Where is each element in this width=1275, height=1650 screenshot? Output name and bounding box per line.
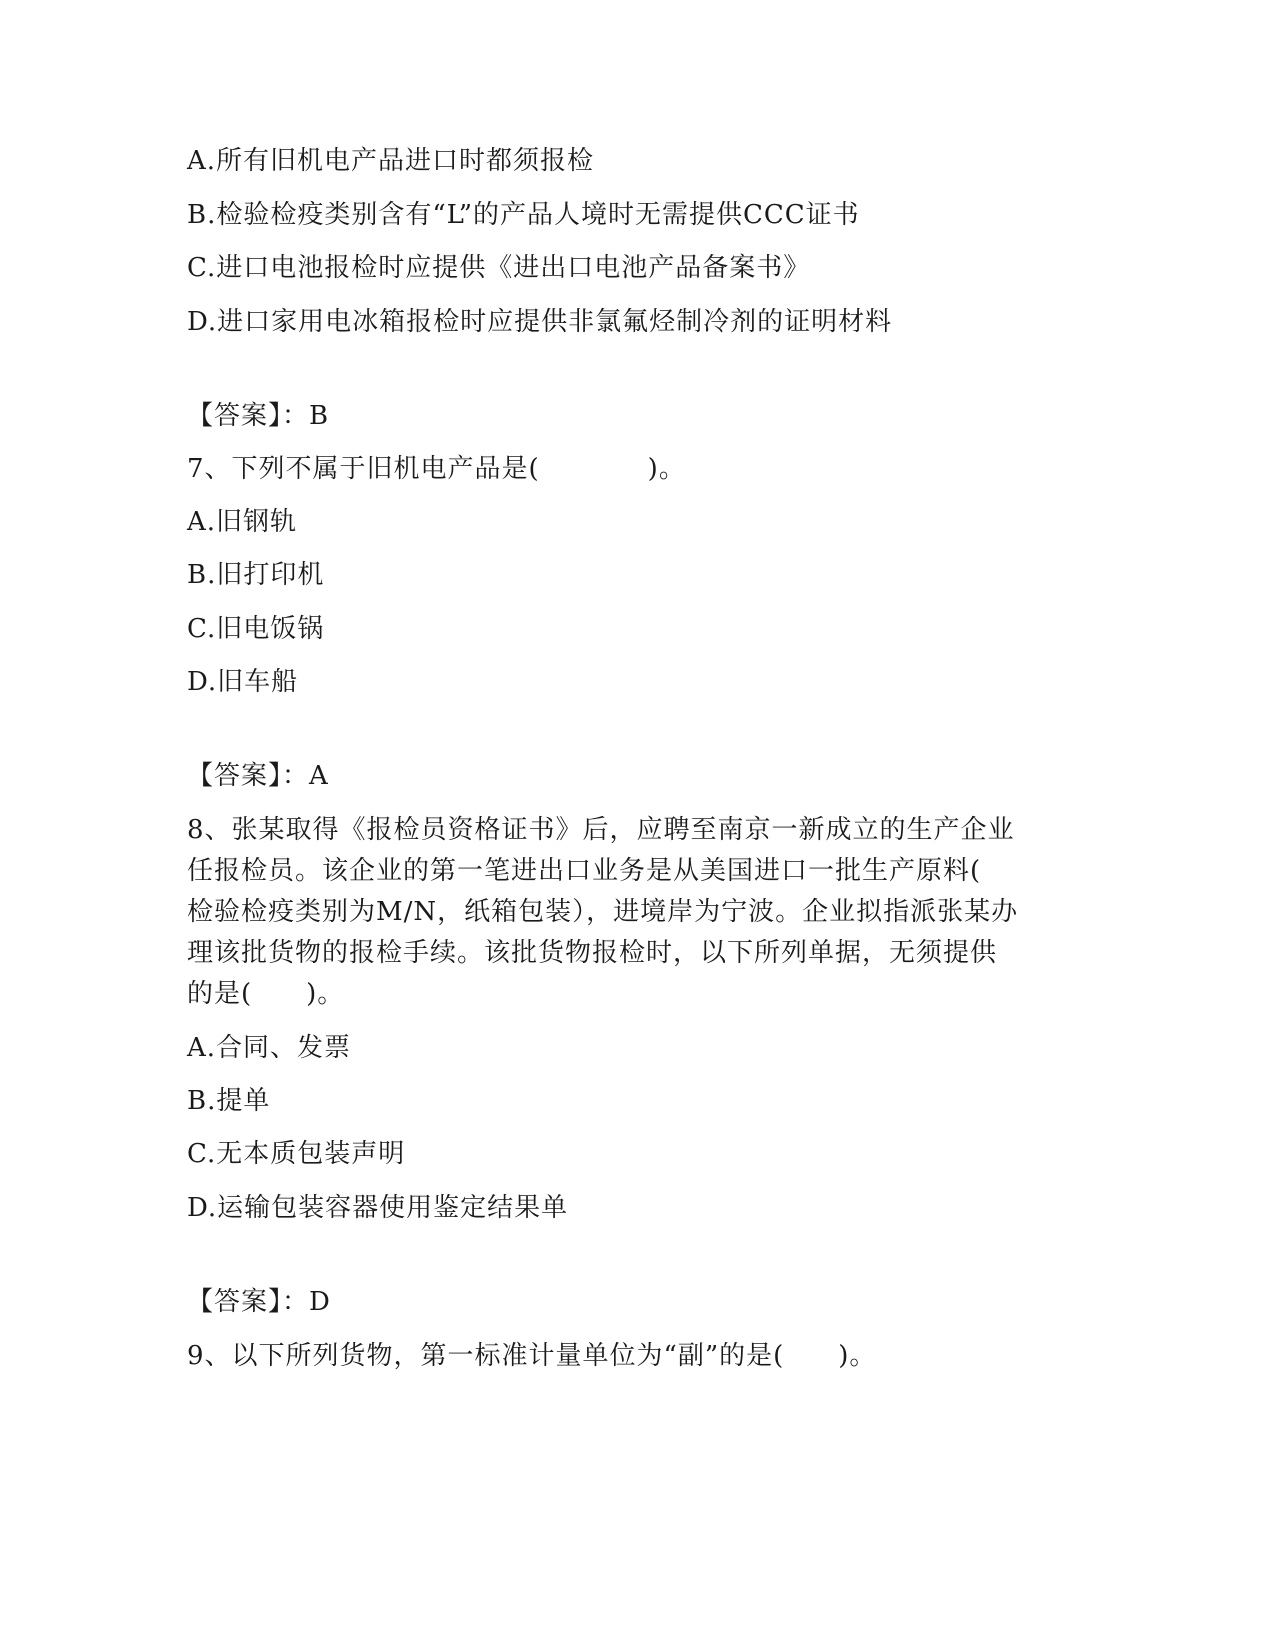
q7-option-b: B.旧打印机 [187, 560, 325, 590]
q8-question-line: 理该批货物的报检手续。该批货物报检时，以下所列单据，无须提供 [187, 938, 998, 968]
q8-question-line: 任报检员。该企业的第一笔进出口业务是从美国进口一批生产原料( [187, 856, 982, 886]
q6-option-d: D.进口家用电冰箱报检时应提供非氯氟烃制冷剂的证明材料 [187, 307, 893, 337]
q7-option-d: D.旧车船 [187, 667, 299, 697]
q7-answer: 【答案】：A [187, 761, 329, 791]
q8-question-line: 的是( )。 [187, 979, 345, 1009]
q7-option-a: A.旧钢轨 [187, 507, 298, 537]
q7-option-c: C.旧电饭锅 [187, 614, 325, 644]
q8-question-line: 检验检疫类别为M/N，纸箱包装），进境岸为宁波。企业拟指派张某办 [187, 897, 1019, 927]
q6-option-a: A.所有旧机电产品进口时都须报检 [187, 146, 595, 176]
q6-option-b: B.检验检疫类别含有“L”的产品人境时无需提供CCC证书 [187, 200, 860, 230]
q7-question: 7、下列不属于旧机电产品是( )。 [187, 454, 686, 484]
q8-question-line: 8、张某取得《报检员资格证书》后，应聘至南京一新成立的生产企业 [187, 815, 1015, 845]
q8-option-d: D.运输包装容器使用鉴定结果单 [187, 1193, 569, 1223]
q6-option-c: C.进口电池报检时应提供《进出口电池产品备案书》 [187, 253, 811, 283]
q8-answer: 【答案】：D [187, 1287, 331, 1317]
q8-option-c: C.无本质包装声明 [187, 1139, 406, 1169]
q8-option-a: A.合同、发票 [187, 1033, 352, 1063]
q8-question [187, 810, 1087, 1015]
q6-answer: 【答案】：B [187, 401, 330, 431]
q9-question: 9、以下所列货物，第一标准计量单位为“副”的是( )。 [187, 1341, 877, 1371]
q8-option-b: B.提单 [187, 1086, 271, 1116]
